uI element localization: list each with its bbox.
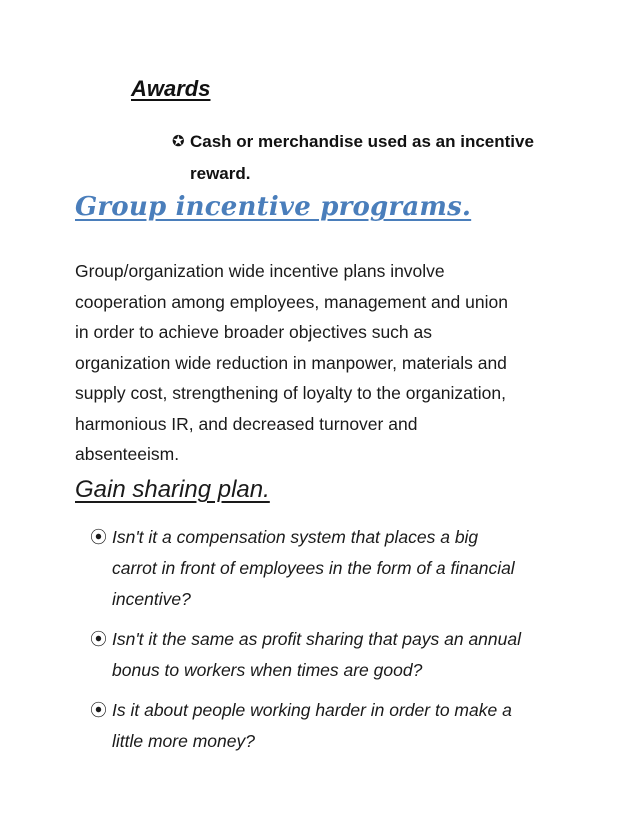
gain-sharing-list — [90, 522, 590, 766]
gain-item-line: Is it about people working harder in order to make a — [112, 700, 512, 720]
gain-item-text — [112, 624, 521, 686]
gain-sharing-item — [90, 624, 590, 686]
gain-item-line: little more money? — [112, 731, 255, 751]
awards-item-text — [190, 126, 572, 190]
gain-item-line: incentive? — [112, 589, 191, 609]
awards-heading: Awards — [131, 76, 211, 101]
circled-dot-bullet-icon: ⦿ — [90, 630, 107, 649]
gain-item-text — [112, 522, 515, 615]
awards-item-line-1: Cash or merchandise used as an incentive — [190, 132, 534, 151]
group-incentive-paragraph — [75, 256, 575, 470]
circled-dot-bullet-icon: ⦿ — [90, 701, 107, 720]
paragraph-line: supply cost, strengthening of loyalty to the organization, — [75, 383, 506, 403]
gain-item-line: Isn't it the same as profit sharing that pays an annual — [112, 629, 521, 649]
paragraph-line: harmonious IR, and decreased turnover and — [75, 413, 418, 434]
gain-sharing-item — [90, 522, 590, 615]
circled-dot-bullet-icon: ⦿ — [90, 528, 107, 547]
awards-item-line-2: reward. — [190, 164, 251, 183]
gain-item-line: Isn't it a compensation system that places a big — [112, 527, 479, 547]
gain-item-line: bonus to workers when times are good? — [112, 660, 423, 680]
gain-item-line: carrot in front of employees in the form of a financial — [112, 558, 515, 578]
paragraph-line: Group/organization wide incentive plans involve — [75, 261, 445, 281]
awards-bullet-item — [172, 126, 572, 190]
paragraph-line: in order to achieve broader objectives such as — [75, 322, 433, 342]
paragraph-line: cooperation among employees, management and union — [75, 291, 508, 312]
hollow-circle-bullet-icon: ✪ — [172, 133, 185, 150]
group-incentive-heading: Group incentive programs. — [75, 192, 472, 222]
gain-sharing-item — [90, 695, 590, 757]
gain-sharing-heading: Gain sharing plan. — [75, 476, 270, 503]
paragraph-line: absenteeism. — [75, 444, 180, 464]
paragraph-line: organization wide reduction in manpower, materials and — [75, 352, 507, 373]
gain-item-text — [112, 695, 512, 757]
